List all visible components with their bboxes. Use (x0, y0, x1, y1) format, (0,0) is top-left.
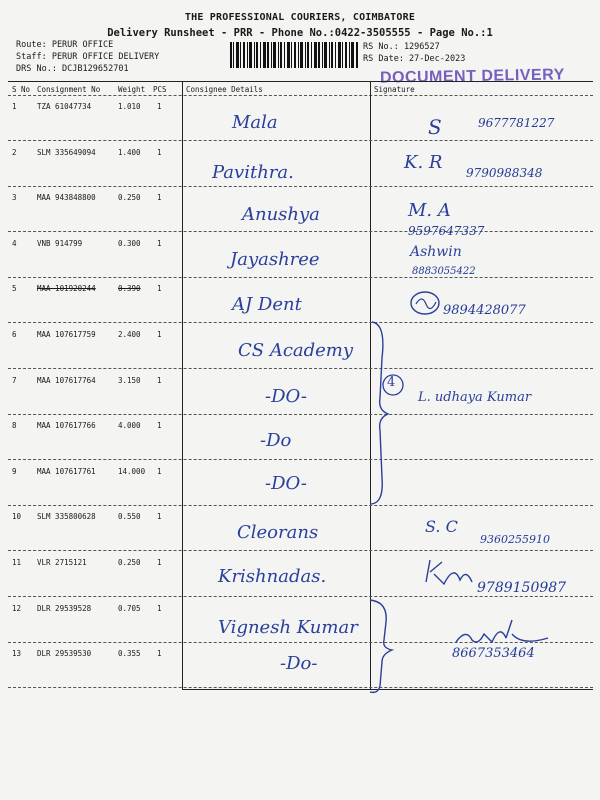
row-pcs: 1 (157, 376, 162, 385)
row-separator (8, 368, 593, 369)
row-pcs: 1 (157, 512, 162, 521)
row-separator (8, 186, 593, 187)
row-consignment-no: VLR 2715121 (37, 558, 87, 567)
route-label: Route: PERUR OFFICE (16, 40, 114, 50)
col-header-pcs: PCS (153, 85, 167, 94)
signature-scribble: S (428, 115, 442, 139)
consignee-name: CS Academy (238, 340, 354, 361)
row-consignment-no: MAA 107617766 (37, 421, 96, 430)
header-separator (8, 95, 593, 96)
row-sno: 12 (12, 604, 22, 613)
group-count: 4 (387, 375, 396, 390)
row-weight: 0.550 (118, 512, 141, 521)
runsheet-subtitle: Delivery Runsheet - PRR - Phone No.:0422-3505555 - Page No.:1 (107, 27, 493, 39)
receiver-phone: 9789150987 (477, 580, 567, 596)
row-consignment-no: MAA 107617764 (37, 376, 96, 385)
consignee-name: -DO- (265, 473, 308, 494)
row-weight: 0.355 (118, 649, 141, 658)
row-pcs: 1 (157, 193, 162, 202)
row-sno: 1 (12, 102, 17, 111)
col-header-consignee: Consignee Details (186, 85, 263, 94)
row-consignment-no: MAA 107617761 (37, 467, 96, 476)
consignee-name: AJ Dent (232, 294, 302, 315)
group-brace (364, 318, 394, 508)
row-pcs: 1 (157, 330, 162, 339)
row-pcs: 1 (157, 467, 162, 476)
receiver-phone: 8667353464 (452, 646, 535, 661)
row-consignment-no: MAA 101920244 (37, 284, 96, 293)
signature-scribble-12 (452, 616, 552, 650)
row-pcs: 1 (157, 239, 162, 248)
row-sno: 11 (12, 558, 22, 567)
document-delivery-stamp: DOCUMENT DELIVERY (379, 66, 565, 87)
receiver-phone: 8883055422 (412, 266, 476, 277)
row-sno: 10 (12, 512, 22, 521)
row-separator (8, 322, 593, 323)
rs-date: RS Date: 27-Dec-2023 (363, 54, 466, 64)
signature-circle-scribble (408, 288, 444, 318)
row-separator (8, 550, 593, 551)
row-sno: 13 (12, 649, 22, 658)
row-separator (8, 140, 593, 141)
barcode-image (230, 42, 360, 68)
row-weight: 1.010 (118, 102, 141, 111)
row-sno: 5 (12, 284, 17, 293)
row-pcs: 1 (157, 421, 162, 430)
row-weight: 0.250 (118, 193, 141, 202)
col-header-consignment: Consignment No (37, 85, 101, 94)
row-consignment-no: SLM 335800628 (37, 512, 96, 521)
table-top-border (8, 81, 593, 82)
consignee-name: Cleorans (237, 522, 319, 543)
drs-number: DRS No.: DCJB129652701 (16, 64, 129, 74)
row-sno: 9 (12, 467, 17, 476)
row-weight: 2.400 (118, 330, 141, 339)
col-header-signature: Signature (374, 85, 415, 94)
col-header-weight: Weight (118, 85, 146, 94)
row-separator (8, 687, 593, 688)
receiver-phone: 9360255910 (480, 533, 550, 546)
row-sno: 2 (12, 148, 17, 157)
company-title: THE PROFESSIONAL COURIERS, COIMBATORE (184, 12, 416, 23)
row-weight: 0.300 (118, 239, 141, 248)
row-sno: 4 (12, 239, 17, 248)
receiver-phone: 9597647337 (408, 224, 485, 238)
signature-scribble: Ashwin (410, 244, 462, 260)
row-consignment-no: VNB 914799 (37, 239, 83, 248)
row-pcs: 1 (157, 558, 162, 567)
row-weight: 0.705 (118, 604, 141, 613)
receiver-phone: 9790988348 (466, 166, 543, 180)
row-pcs: 1 (157, 604, 162, 613)
row-sno: 7 (12, 376, 17, 385)
row-separator (8, 596, 593, 597)
group-brace-2 (364, 596, 400, 696)
row-consignment-no: DLR 29539530 (37, 649, 92, 658)
row-weight: 1.400 (118, 148, 141, 157)
row-weight: 4.000 (118, 421, 141, 430)
row-pcs: 1 (157, 649, 162, 658)
consignee-name: Vignesh Kumar (218, 617, 358, 638)
receiver-phone: 9894428077 (443, 303, 526, 318)
row-separator (8, 414, 593, 415)
consignee-name: -DO- (265, 386, 308, 407)
consignee-name: Krishnadas. (218, 566, 327, 587)
staff-label: Staff: PERUR OFFICE DELIVERY (16, 52, 160, 62)
row-consignment-no: SLM 335649094 (37, 148, 96, 157)
row-sno: 8 (12, 421, 17, 430)
row-consignment-no: MAA 943848800 (37, 193, 96, 202)
row-weight: 3.150 (118, 376, 141, 385)
group-receiver-name: L. udhaya Kumar (418, 390, 532, 405)
row-consignment-no: TZA 61047734 (37, 102, 92, 111)
row-separator (8, 231, 593, 232)
row-separator (8, 277, 593, 278)
row-consignment-no: DLR 29539528 (37, 604, 92, 613)
consignee-name: -Do- (280, 653, 318, 674)
col-header-sno: S No (12, 85, 31, 94)
row-pcs: 1 (157, 284, 162, 293)
row-pcs: 1 (157, 102, 162, 111)
row-consignment-no: MAA 107617759 (37, 330, 96, 339)
row-separator (8, 459, 593, 460)
consignee-name: -Do (260, 430, 292, 451)
row-weight: 14.000 (118, 467, 146, 476)
signature-scribble: S. C (425, 517, 458, 536)
row-weight: 0.250 (118, 558, 141, 567)
row-sno: 3 (12, 193, 17, 202)
consignee-name: Jayashree (230, 249, 320, 270)
row-pcs: 1 (157, 148, 162, 157)
signature-scribble: M. A (408, 200, 451, 221)
receiver-phone: 9677781227 (478, 116, 555, 130)
signature-scribble: K. R (404, 152, 443, 173)
column-divider-consignee (182, 81, 183, 689)
row-weight: 0.390 (118, 284, 141, 293)
rs-number: RS No.: 1296527 (363, 42, 440, 52)
row-separator (8, 505, 593, 506)
consignee-name: Pavithra. (212, 162, 294, 183)
consignee-name: Mala (232, 112, 278, 133)
consignee-name: Anushya (242, 204, 320, 225)
row-sno: 6 (12, 330, 17, 339)
